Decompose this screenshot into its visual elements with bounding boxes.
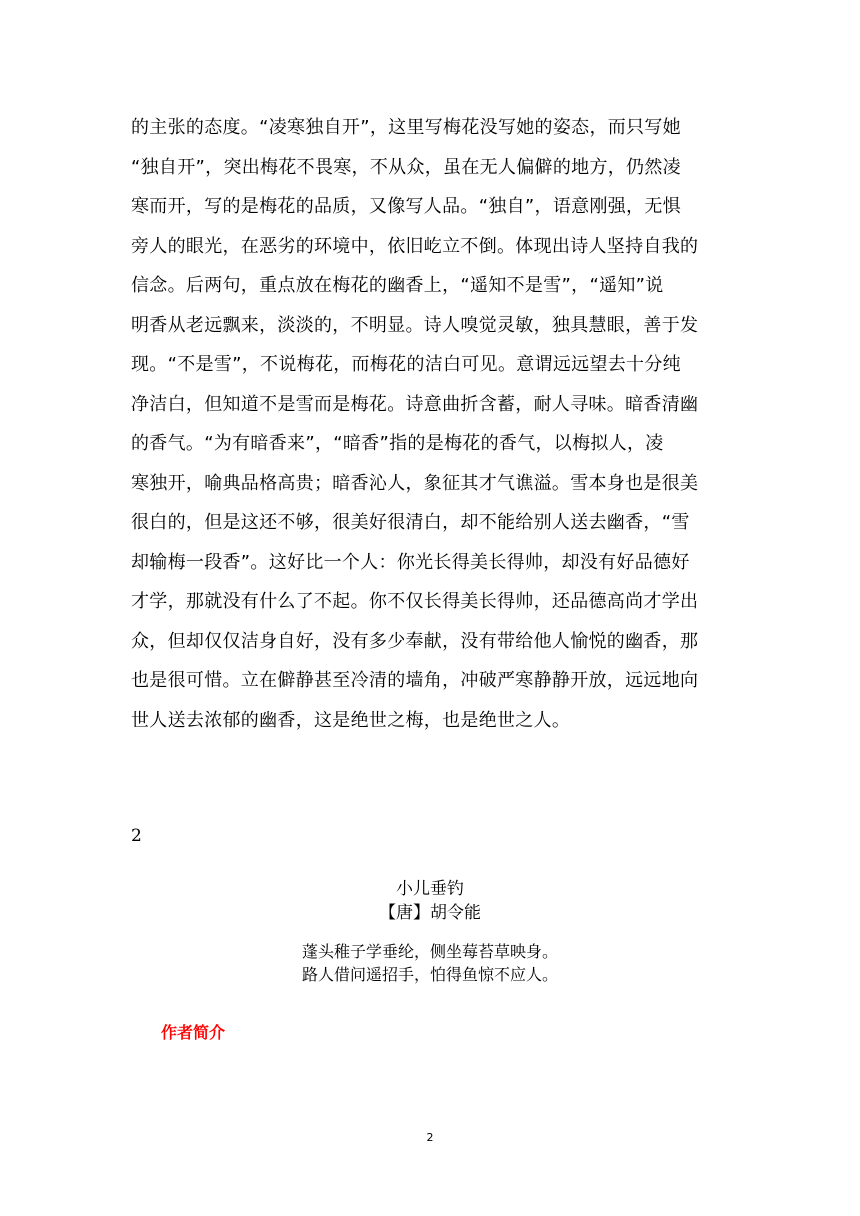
poem-line: 蓬头稚子学垂纶，侧坐莓苔草映身。 <box>301 942 558 961</box>
paragraph-line: 寒而开，写的是梅花的品质，又像写人品。“独自”，语意刚强，无惧 <box>131 196 681 217</box>
paragraph-line: 世人送去浓郁的幽香，这是绝世之梅，也是绝世之人。 <box>131 709 571 731</box>
paragraph-line: 很白的，但是这还不够，很美好很清白，却不能给别人送去幽香，“雪 <box>131 512 690 533</box>
paragraph-line: 却输梅一段香”。这好比一个人：你光长得美长得帅，却没有好品德好 <box>131 551 690 573</box>
section-number: 2 <box>131 826 142 846</box>
poem-author: 【唐】胡令能 <box>379 903 481 923</box>
poem-line: 路人借问遥招手，怕得鱼惊不应人。 <box>301 965 558 984</box>
paragraph-line: 净洁白，但知道不是雪而是梅花。诗意曲折含蓄，耐人寻味。暗香清幽 <box>131 393 699 415</box>
author-intro-heading: 作者简介 <box>161 1023 226 1042</box>
paragraph-line: 也是很可惜。立在僻静甚至冷清的墙角，冲破严寒静静开放，远远地向 <box>131 670 699 691</box>
paragraph-line: 的主张的态度。“凌寒独自开”，这里写梅花没写她的姿态，而只写她 <box>131 117 681 138</box>
commentary-paragraph <box>131 108 731 740</box>
paragraph-line: 的香气。“为有暗香来”，“暗香”指的是梅花的香气，以梅拟人，凌 <box>131 433 664 454</box>
paragraph-line: “独自开”，突出梅花不畏寒，不从众，虽在无人偏僻的地方，仍然凌 <box>131 156 681 178</box>
paragraph-line: 才学，那就没有什么了不起。你不仅长得美长得帅，还品德高尚才学出 <box>131 591 699 612</box>
paragraph-line: 明香从老远飘来，淡淡的，不明显。诗人嗅觉灵敏，独具慧眼，善于发 <box>131 314 699 336</box>
paragraph-line: 信念。后两句，重点放在梅花的幽香上，“遥知不是雪”，“遥知”说 <box>131 275 664 296</box>
page-number: 2 <box>426 1131 434 1144</box>
paragraph-line: 众，但却仅仅洁身自好，没有多少奉献，没有带给他人愉悦的幽香，那 <box>131 630 699 652</box>
paragraph-line: 寒独开，喻典品格高贵；暗香沁人，象征其才气谯溢。雪本身也是很美 <box>131 472 699 494</box>
paragraph-line: 现。“不是雪”，不说梅花，而梅花的洁白可见。意谓远远望去十分纯 <box>131 354 681 375</box>
poem-title: 小儿垂钓 <box>396 879 464 899</box>
paragraph-line: 旁人的眼光，在恶劣的环境中，依旧屹立不倒。体现出诗人坚持自我的 <box>131 235 699 257</box>
